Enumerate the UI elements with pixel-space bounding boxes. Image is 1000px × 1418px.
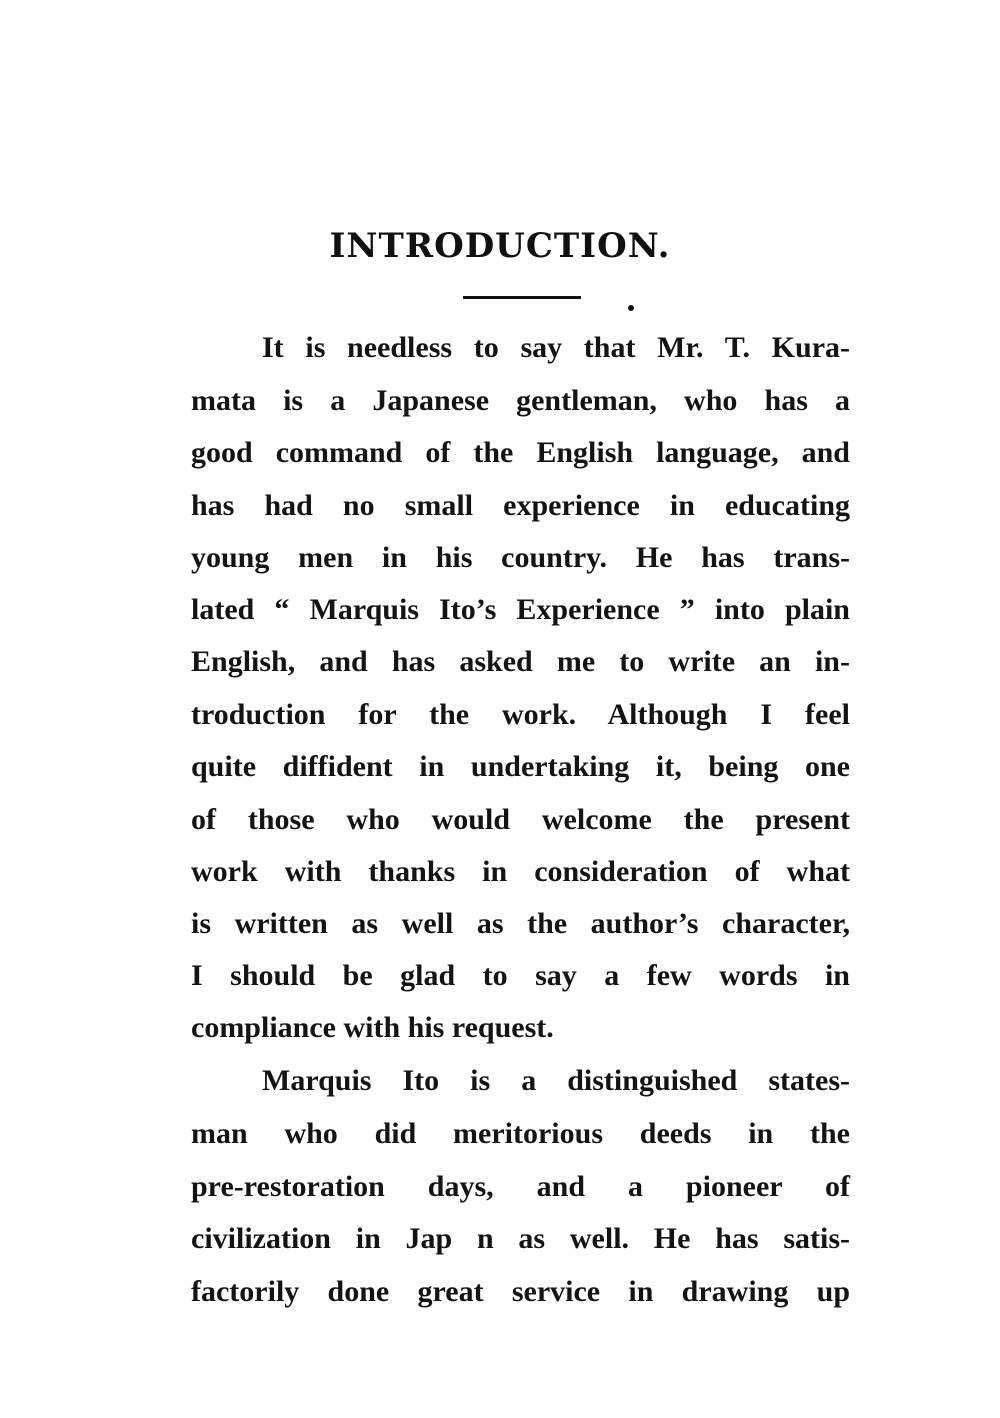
text-line: man who did meritorious deeds in the <box>191 1117 850 1150</box>
text-line: English, and has asked me to write an in- <box>191 645 850 678</box>
text-line: mata is a Japanese gentleman, who has a <box>191 384 850 417</box>
text-line: has had no small experience in educating <box>191 489 850 522</box>
text-line: compliance with his request. <box>191 1011 554 1044</box>
text-line: pre-restoration days, and a pioneer of <box>191 1170 850 1203</box>
text-line: lated “ Marquis Ito’s Experience ” into plain <box>191 593 850 626</box>
text-line: is written as well as the author’s character, <box>191 907 850 940</box>
text-line: quite diffident in undertaking it, being one <box>191 750 850 783</box>
ornament-dot <box>628 305 634 311</box>
text-line: Marquis Ito is a distinguished states- <box>262 1064 850 1097</box>
heading-rule <box>463 296 581 299</box>
text-line: It is needless to say that Mr. T. Kura- <box>262 331 850 364</box>
text-line: civilization in Jap n as well. He has satis- <box>191 1222 850 1255</box>
text-line: factorily done great service in drawing up <box>191 1275 850 1308</box>
text-line: work with thanks in consideration of what <box>191 855 850 888</box>
text-line: I should be glad to say a few words in <box>191 959 850 992</box>
chapter-heading: INTRODUCTION. <box>329 226 671 266</box>
text-line: young men in his country. He has trans- <box>191 541 850 574</box>
text-line: good command of the English language, and <box>191 436 850 469</box>
text-line: troduction for the work. Although I feel <box>191 698 850 731</box>
text-line: of those who would welcome the present <box>191 803 850 836</box>
